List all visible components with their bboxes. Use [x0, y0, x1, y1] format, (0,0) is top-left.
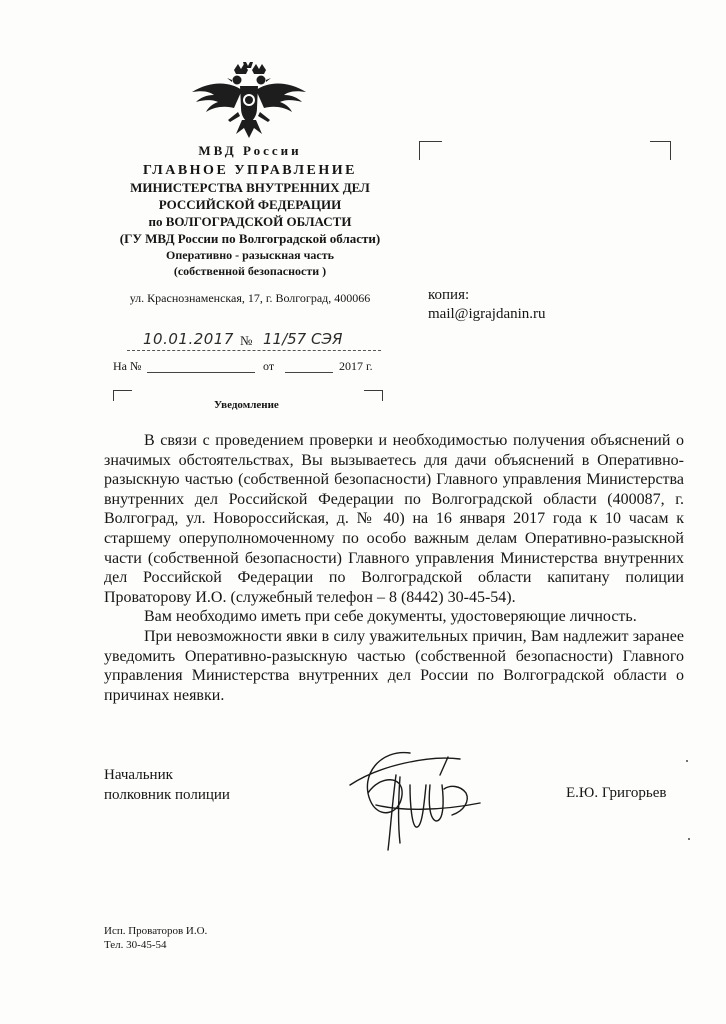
registration-underline	[127, 350, 381, 351]
scan-speck	[686, 760, 688, 762]
letterhead-line: РОССИЙСКОЙ ФЕДЕРАЦИИ	[158, 197, 342, 212]
agency-address: ул. Краснознаменская, 17, г. Волгоград, 400066	[129, 291, 371, 305]
letter-body	[104, 431, 684, 705]
body-paragraph: В связи с проведением проверки и необходимостью получения объяснений о значимых обстоятельствах, Вы вызываетесь для дачи объяснений в Оперативно-разыскную частью (собственной безопасности) Главного управления Министерства внутренних дел Российской Федерации по Волгоградской области (400087, г. Волгоград, ул. Новороссийская, д. № 40) на 16 января 2017 года к 10 часам к старшему оперуполномоченному по особо важным делам Оперативно-разыскной части (собственной безопасности) Главного управления Министерства внутренних дел Российской Федерации по Волгоградской области капитану полиции Проваторову И.О. (служебный телефон – 8 (8442) 30-45-54).	[104, 432, 684, 606]
double-headed-eagle-icon	[190, 62, 308, 142]
addressee-corner-mark	[650, 141, 671, 160]
copy-label: копия:	[428, 287, 470, 303]
signatory-name: Е.Ю. Григорьев	[566, 785, 667, 801]
reference-number-blank	[147, 372, 255, 373]
executor-phone: Тел. 30-45-54	[104, 939, 167, 951]
subject-corner-mark	[113, 390, 132, 401]
reference-label: На №	[113, 359, 142, 373]
reference-from-label: от	[263, 359, 275, 373]
letterhead-line: по ВОЛГОГРАДСКОЙ ОБЛАСТИ	[148, 214, 352, 229]
registration-line	[113, 330, 385, 352]
signatory-rank: полковник полиции	[104, 787, 230, 803]
document-type: Уведомление	[214, 399, 279, 411]
letterhead	[100, 162, 400, 279]
letterhead-department: (собственной безопасности )	[173, 264, 327, 278]
addressee-corner-mark	[419, 141, 442, 160]
registration-number: 11/57 СЭЯ	[263, 330, 343, 348]
letterhead-department: Оперативно - разыскная часть	[166, 248, 334, 262]
number-sign: №	[240, 333, 253, 348]
copy-email: mail@igrajdanin.ru	[428, 306, 546, 322]
handwritten-signature-icon	[340, 745, 490, 855]
agency-short-name: МВД России	[198, 143, 302, 158]
reference-year: 2017 г.	[339, 359, 373, 373]
scan-speck	[688, 838, 690, 840]
subject-corner-mark	[364, 390, 383, 401]
executor-info	[104, 924, 207, 952]
registration-date: 10.01.2017	[143, 330, 234, 348]
letterhead-line: МИНИСТЕРСТВА ВНУТРЕННИХ ДЕЛ	[130, 180, 370, 195]
letterhead-line: ГЛАВНОЕ УПРАВЛЕНИЕ	[142, 163, 358, 178]
reference-date-blank	[285, 372, 333, 373]
executor-name: Исп. Проваторов И.О.	[104, 925, 208, 937]
letterhead-line: (ГУ МВД России по Волгоградской области)	[119, 231, 381, 246]
body-paragraph: Вам необходимо иметь при себе документы, удостоверяющие личность.	[144, 608, 637, 626]
body-paragraph: При невозможности явки в силу уважительных причин, Вам надлежит заранее уведомить Оперативно-разыскную частью (собственной безопасности) Главного управления Министерства внутренних дел России по Волгоградской области о причинах неявки.	[104, 627, 684, 704]
signatory-position	[104, 765, 230, 805]
signatory-title: Начальник	[104, 767, 173, 783]
